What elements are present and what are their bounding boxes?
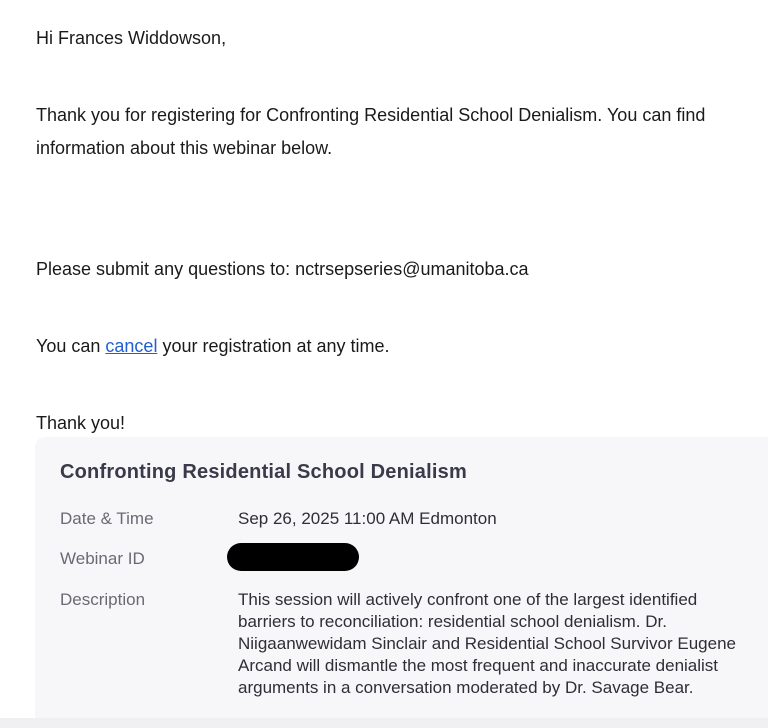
cancel-prefix: You can bbox=[36, 336, 106, 356]
webinar-id-label: Webinar ID bbox=[60, 549, 145, 568]
questions-text: Please submit any questions to: nctrsepseries@umanitoba.ca bbox=[36, 259, 529, 279]
page-bottom-strip bbox=[0, 718, 768, 728]
cancel-link[interactable]: cancel bbox=[105, 336, 158, 356]
webinar-id-redaction bbox=[227, 543, 359, 571]
webinar-title: Confronting Residential School Denialism bbox=[60, 461, 467, 483]
description-label: Description bbox=[60, 590, 146, 609]
greeting: Hi Frances Widdowson, bbox=[36, 28, 227, 48]
date-time-label: Date & Time bbox=[60, 509, 154, 528]
intro-text: Thank you for registering for Confronting Residential School Denialism. You can find information about this webinar below. bbox=[36, 105, 706, 158]
closing-text: Thank you! bbox=[36, 413, 126, 433]
cancel-suffix: your registration at any time. bbox=[157, 336, 390, 356]
cancel-line bbox=[36, 330, 768, 363]
date-time-value: Sep 26, 2025 11:00 AM Edmonton bbox=[238, 509, 497, 528]
description-value: This session will actively confront one of the largest identified barriers to reconciliation: residential school denialism. Dr. Niigaanwewidam Sinclair and Residential School Survivor Eugene Arcand will dismantle the most frequent and inaccurate denialist arguments in a conversation moderated by Dr. Savage Bear. bbox=[238, 590, 736, 697]
email-body bbox=[36, 22, 768, 440]
webinar-details-card bbox=[35, 437, 768, 718]
